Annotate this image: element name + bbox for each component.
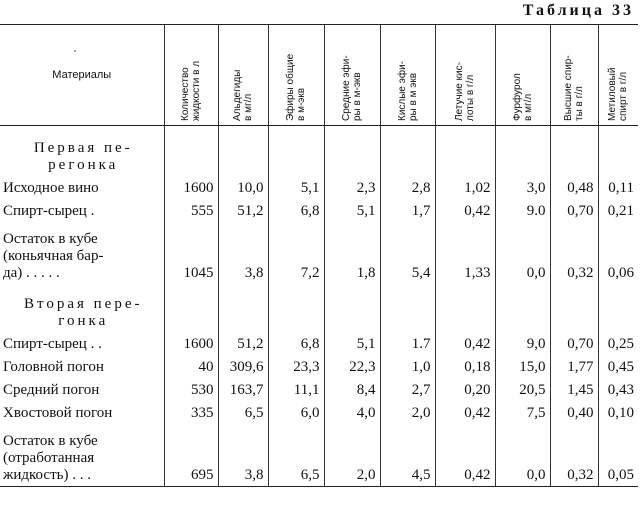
cell-col-2: 11,1 — [268, 376, 324, 399]
cell-col-0: 530 — [164, 376, 218, 399]
table-row — [0, 353, 638, 376]
cell-col-1 — [218, 282, 268, 330]
cell-col-4: 1,7 — [380, 197, 435, 220]
header-materials — [0, 25, 164, 126]
header-col-5: Летучие кис- лоты в г/л — [435, 25, 495, 126]
cell-col-3: 8,4 — [324, 376, 380, 399]
cell-col-6 — [495, 282, 550, 330]
cell-col-4: 5,4 — [380, 220, 435, 282]
cell-col-1: 6,5 — [218, 399, 268, 422]
cell-col-6: 7,5 — [495, 399, 550, 422]
cell-col-4: 2,8 — [380, 174, 435, 197]
cell-col-2: 5,1 — [268, 174, 324, 197]
table-row — [0, 422, 638, 487]
cell-col-1: 51,2 — [218, 330, 268, 353]
cell-col-6: 3,0 — [495, 174, 550, 197]
cell-col-8: 0,25 — [598, 330, 638, 353]
cell-col-7: 0,32 — [550, 422, 598, 487]
cell-col-1: 3,8 — [218, 422, 268, 487]
row-label: Спирт-сырец . . — [3, 336, 102, 352]
cell-col-7: 0,40 — [550, 399, 598, 422]
cell-col-6: 15,0 — [495, 353, 550, 376]
cell-col-3: 1,8 — [324, 220, 380, 282]
header-col-7: Высшие спир- ты в г/л — [550, 25, 598, 126]
row-label: Средний погон — [3, 382, 100, 398]
cell-col-8: 0,21 — [598, 197, 638, 220]
cell-col-3 — [324, 126, 380, 175]
header-col-6: Фурфурол в мг/л — [495, 25, 550, 126]
section-row — [0, 126, 638, 175]
cell-col-5: 0,18 — [435, 353, 495, 376]
cell-col-0 — [164, 126, 218, 175]
header-col-1: Альдегиды в мг/л — [218, 25, 268, 126]
cell-col-6: 0,0 — [495, 220, 550, 282]
cell-col-0: 335 — [164, 399, 218, 422]
cell-col-7: 0,32 — [550, 220, 598, 282]
header-col-0: Количество жидкости в л — [164, 25, 218, 126]
cell-col-3: 5,1 — [324, 330, 380, 353]
cell-col-2 — [268, 126, 324, 175]
header-materials-label: Материалы — [52, 69, 112, 81]
cell-col-3 — [324, 282, 380, 330]
cell-col-8: 0,06 — [598, 220, 638, 282]
cell-col-6: 20,5 — [495, 376, 550, 399]
cell-col-6: 0,0 — [495, 422, 550, 487]
row-label: Остаток в кубе (отработанная жидкость) . . . — [0, 422, 164, 487]
cell-col-2: 6,8 — [268, 197, 324, 220]
cell-col-7: 0,70 — [550, 197, 598, 220]
table-row — [0, 399, 638, 422]
cell-col-5: 1,02 — [435, 174, 495, 197]
header-col-3: Средние эфи- ры в м-экв — [324, 25, 380, 126]
row-label: Исходное вино — [3, 180, 99, 196]
table-row — [0, 220, 638, 282]
row-label: Остаток в кубе (коньячная бар- да) . . . . . — [3, 231, 104, 281]
table-row — [0, 197, 638, 220]
cell-col-8: 0,10 — [598, 399, 638, 422]
cell-col-0: 1600 — [164, 174, 218, 197]
cell-col-1: 10,0 — [218, 174, 268, 197]
table-caption: Таблица 33 — [522, 2, 634, 19]
cell-col-2 — [268, 282, 324, 330]
cell-col-2: 6,0 — [268, 399, 324, 422]
cell-col-5: 0,42 — [435, 197, 495, 220]
row-label: Спирт-сырец . — [3, 203, 95, 219]
cell-col-3: 2,0 — [324, 422, 380, 487]
table-row — [0, 330, 638, 353]
cell-col-1 — [218, 126, 268, 175]
cell-col-0: 1600 — [164, 330, 218, 353]
cell-col-7: 1,45 — [550, 376, 598, 399]
table-row — [0, 376, 638, 399]
cell-col-6 — [495, 126, 550, 175]
cell-col-8: 0,45 — [598, 353, 638, 376]
cell-col-2: 23,3 — [268, 353, 324, 376]
cell-col-8: 0,05 — [598, 422, 638, 487]
row-label: Вторая пере- гонка — [23, 296, 143, 329]
header-col-2: Эфиры общие в м-экв — [268, 25, 324, 126]
cell-col-4: 2,0 — [380, 399, 435, 422]
cell-col-0: 1045 — [164, 220, 218, 282]
cell-col-4: 1.7 — [380, 330, 435, 353]
cell-col-8 — [598, 282, 638, 330]
table-body — [0, 126, 638, 487]
cell-col-5: 0,20 — [435, 376, 495, 399]
cell-col-3: 4,0 — [324, 399, 380, 422]
cell-col-6: 9,0 — [495, 330, 550, 353]
header-col-8: Метиловый спирт в г/л — [598, 25, 638, 126]
cell-col-2: 7,2 — [268, 220, 324, 282]
cell-col-0: 40 — [164, 353, 218, 376]
cell-col-7: 0,70 — [550, 330, 598, 353]
cell-col-0: 555 — [164, 197, 218, 220]
cell-col-0: 695 — [164, 422, 218, 487]
row-label: Хвостовой погон — [3, 405, 113, 421]
cell-col-8 — [598, 126, 638, 175]
cell-col-5: 0,42 — [435, 422, 495, 487]
cell-col-2: 6,8 — [268, 330, 324, 353]
section-row — [0, 282, 638, 330]
cell-col-3: 2,3 — [324, 174, 380, 197]
cell-col-1: 51,2 — [218, 197, 268, 220]
cell-col-8: 0,11 — [598, 174, 638, 197]
cell-col-3: 5,1 — [324, 197, 380, 220]
header-row — [0, 25, 638, 126]
row-label: Головной погон — [3, 359, 104, 375]
cell-col-0 — [164, 282, 218, 330]
cell-col-1: 163,7 — [218, 376, 268, 399]
cell-col-5: 0,42 — [435, 330, 495, 353]
cell-col-1: 3,8 — [218, 220, 268, 282]
cell-col-1: 309,6 — [218, 353, 268, 376]
cell-col-4: 4,5 — [380, 422, 435, 487]
cell-col-4 — [380, 126, 435, 175]
cell-col-5 — [435, 282, 495, 330]
cell-col-5 — [435, 126, 495, 175]
cell-col-4: 1,0 — [380, 353, 435, 376]
cell-col-3: 22,3 — [324, 353, 380, 376]
cell-col-4 — [380, 282, 435, 330]
stray-dot: · — [73, 43, 77, 57]
row-label: Первая пе- регонка — [33, 140, 133, 173]
header-col-4: Кислые эфи- ры в м экв — [380, 25, 435, 126]
cell-col-2: 6,5 — [268, 422, 324, 487]
cell-col-7 — [550, 282, 598, 330]
data-table — [0, 24, 638, 487]
cell-col-8: 0,43 — [598, 376, 638, 399]
cell-col-7 — [550, 126, 598, 175]
cell-col-6: 9.0 — [495, 197, 550, 220]
cell-col-7: 1,77 — [550, 353, 598, 376]
table-row — [0, 174, 638, 197]
cell-col-7: 0,48 — [550, 174, 598, 197]
cell-col-5: 1,33 — [435, 220, 495, 282]
cell-col-5: 0,42 — [435, 399, 495, 422]
cell-col-4: 2,7 — [380, 376, 435, 399]
